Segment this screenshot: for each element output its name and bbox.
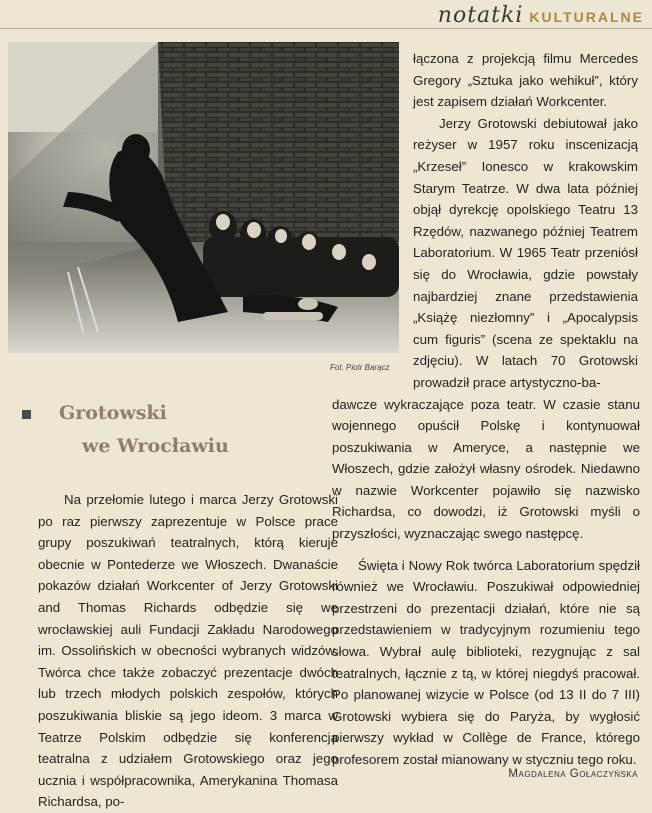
title-square-icon [22,410,31,419]
right-continuation: łączona z projekcją filmu Mercedes Gregory „Sztuka jako wehikuł”, który jest zapisem działań Workcenter. [413,51,638,110]
stage-photo-image [8,42,399,353]
title-line-2: we Wrocławiu [82,435,229,457]
stage-photo [8,42,399,353]
left-paragraph: Na przełomie lutego i marca Jerzy Grotowski po raz pierwszy zaprezentuje w Polsce prace grupy poszukiwań teatralnych, którą kieruje obecnie w Pontederze we Włoszech. Dwanaście pokazów działań Workcenter of Jerzy Grotowski and Thomas Richards odbędzie się we wrocławskiej auli Fundacji Zakładu Narodowego im. Ossolińskich w obecności wybranych widzów. Twórca chce także zobaczyć prezentacje dwóch lub trzech młodych polskich zespołów, których poszukiwania bliskie są jego ideom. 3 marca w Teatrze Polskim odbędzie się konferencja teatralna z udziałem Grotowskiego oraz jego ucznia i współpracownika, Amerykanina Thomasa Richardsa, po- [38,492,338,810]
header-rule [0,28,652,43]
header-section-word: KULTURALNE [529,9,644,25]
header-script-word: notatki [437,3,524,28]
author-signature: Magdalena Gołaczyńska [508,768,638,780]
left-column [38,489,338,813]
title-line-1: Grotowski [59,402,167,424]
right-paragraph-2a: Jerzy Grotowski debiutował jako reżyser w 1957 roku inscenizacją „Krzeseł” Ionesco w krakowskim Starym Teatrze. W dwa lata później objął dyrekcję opolskiego Teatru 13 Rzędów, nazwanego później Teatrem Laboratorium. W 1965 Teatr przeniósł się do Wrocławia, gdzie powstały najbardziej znane przedstawienia „Książę niezłomny” i „Apocalypsis cum figuris” (scena ze spektaklu na zdjęciu). W latach 70 Grotowski prowadził prace artystyczno-ba- [413,115,638,390]
photo-credit: Fot. Piotr Barącz [330,363,390,372]
right-paragraph-3: Święta i Nowy Rok twórca Laboratorium spędził również we Wrocławiu. Poszukiwał odpowiedniej przestrzeni do prezentacji działań, które nie są przedstawieniem w tradycyjnym rozumieniu tego słowa. Wybrał aulę biblioteki, rezygnując z sal teatralnych, łącznie z tą, w której niegdyś pracował. Po planowanej wizycie w Polsce (od 13 II do 7 III) Grotowski wybiera się do Paryża, by wygłosić pierwszy wykład w Collège de France, którego profesorem został mianowany w styczniu tego roku. [332,557,640,767]
right-paragraph-2b: dawcze wykraczające poza teatr. W czasie stanu wojennego opuścił Polskę i kontynuował poszukiwania w Ameryce, a następnie we Włoszech, gdzie założył własny ośrodek. Niedawno w nazwie Workcenter pojawiło się nazwisko Richardsa, co dowodzi, iż Grotowski myśli o przyszłości, wyznaczając swego następcę. [332,396,640,542]
page-header [438,0,644,28]
